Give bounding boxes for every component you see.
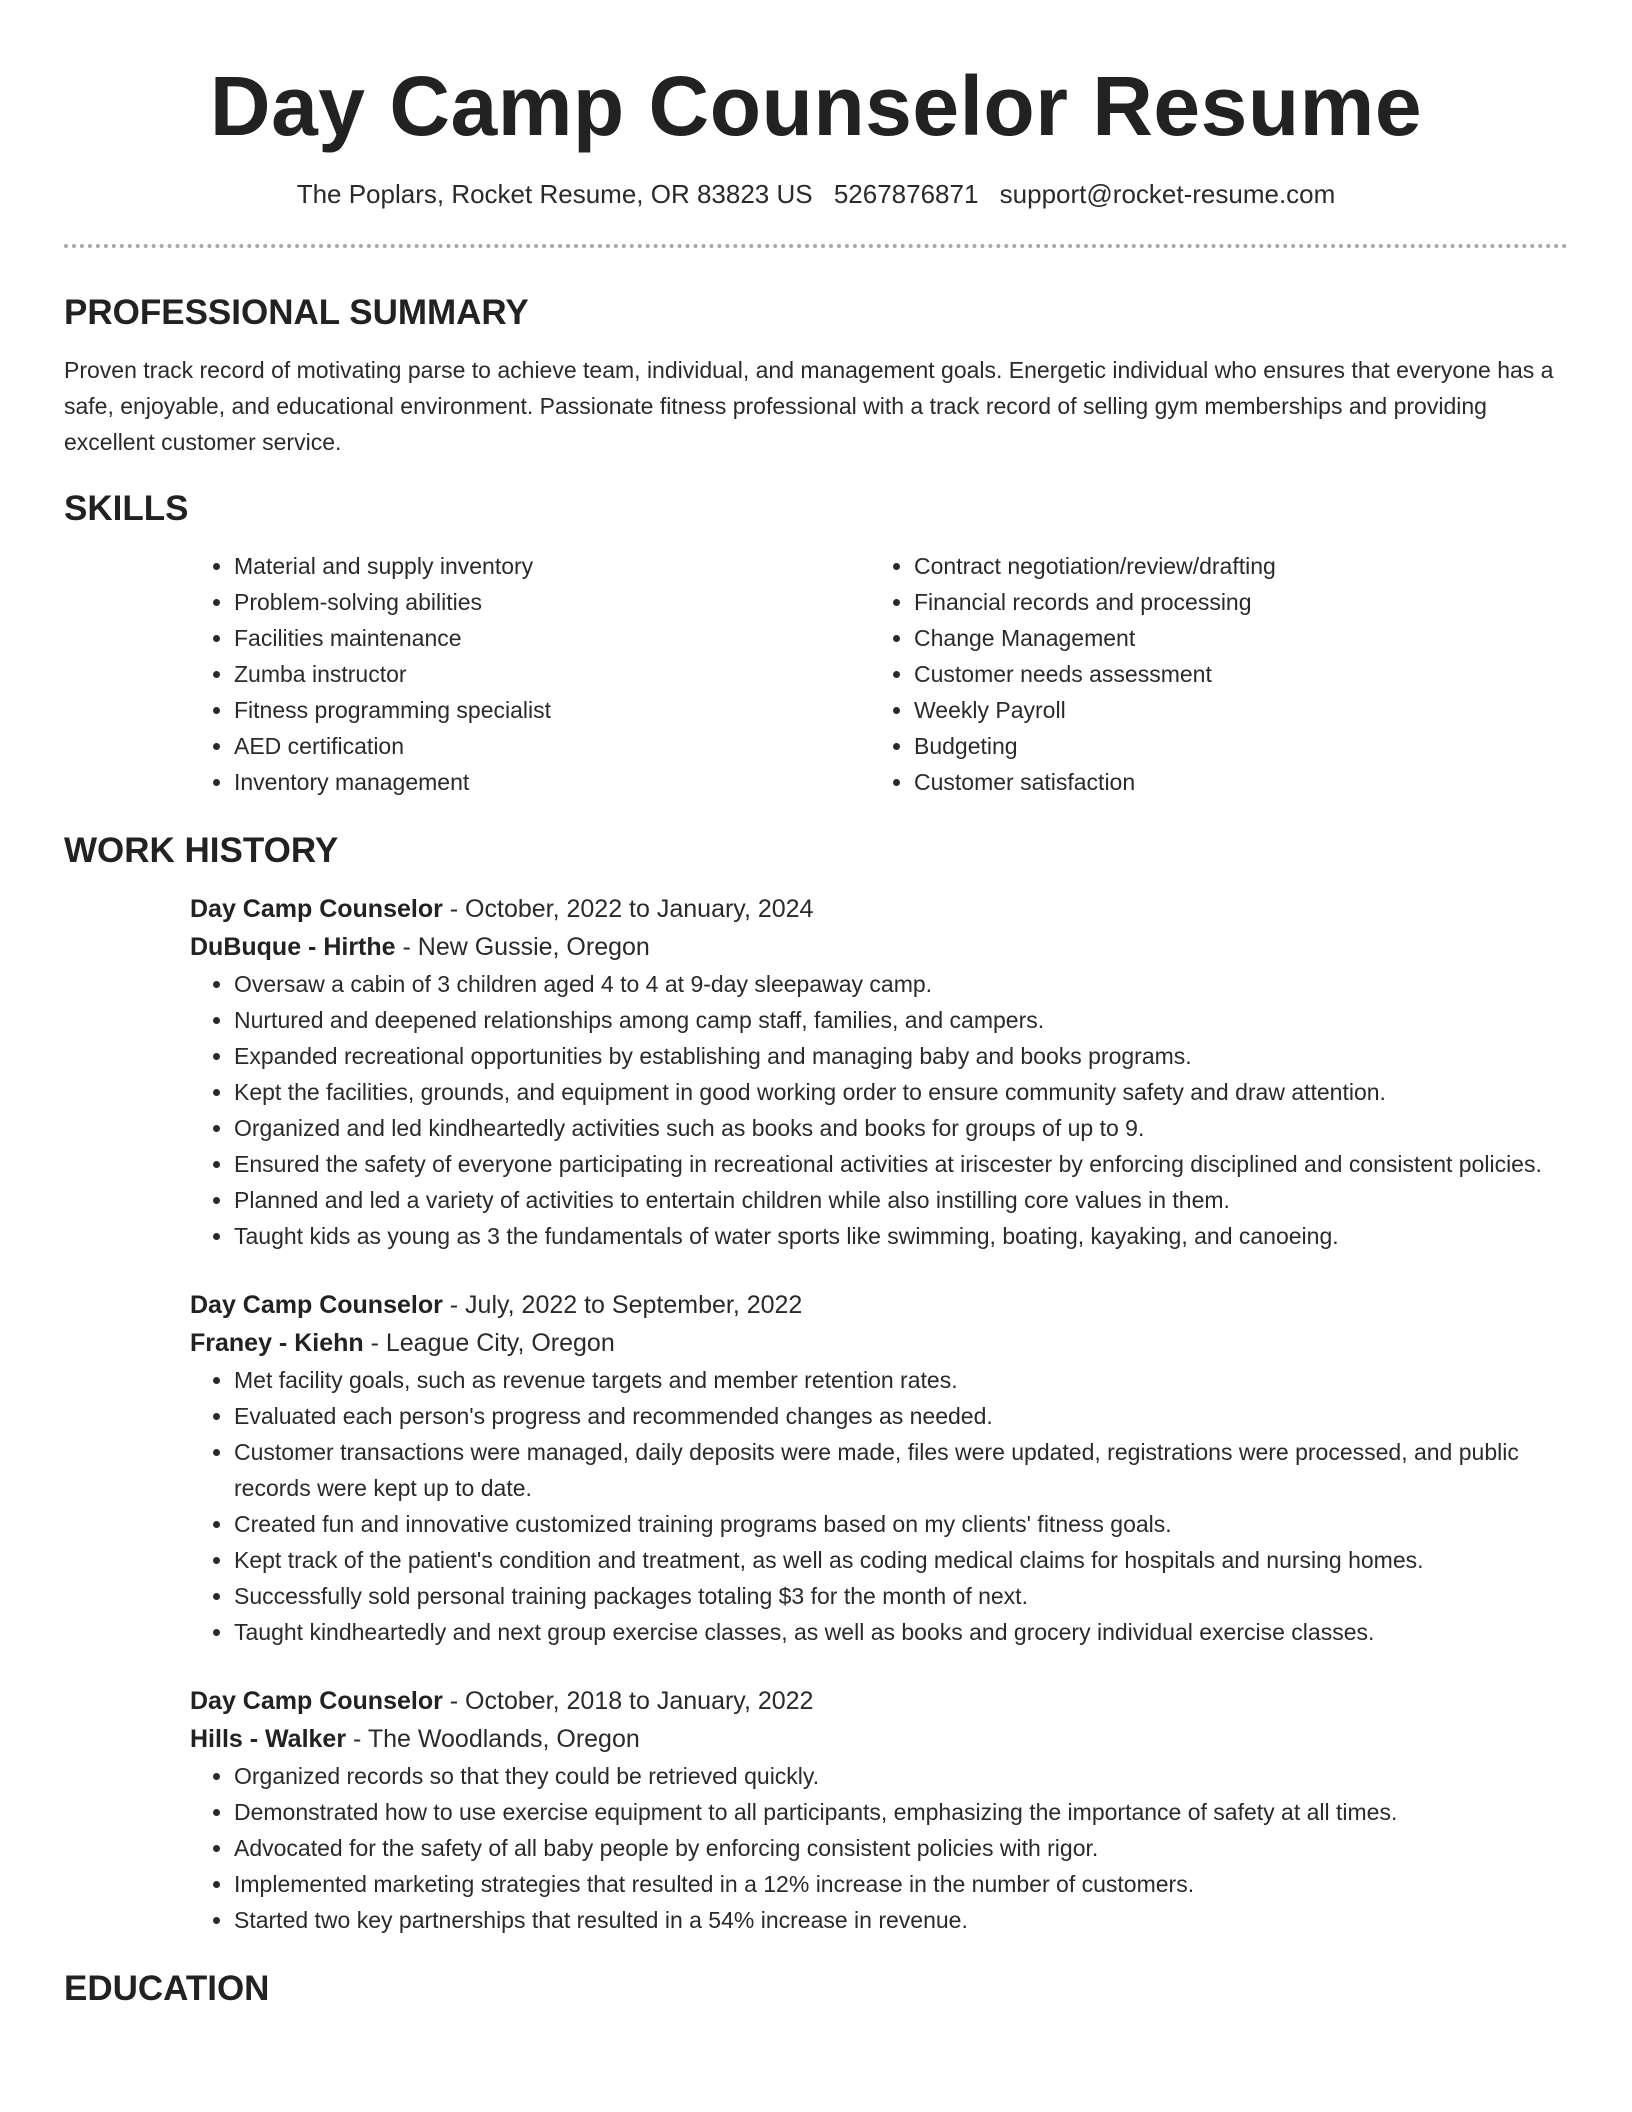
job-title: Day Camp Counselor xyxy=(190,1687,443,1715)
job-bullets xyxy=(190,1362,1568,1650)
contact-phone: 5267876871 xyxy=(833,179,979,209)
job-entry xyxy=(190,890,1568,1254)
list-item: • Customer needs assessment xyxy=(914,656,1550,692)
list-item: • AED certification xyxy=(234,728,870,764)
list-item: • Organized records so that they could be retrieved quickly. xyxy=(234,1758,1568,1794)
list-item: • Taught kids as young as 3 the fundamentals of water sports like swimming, boating, kayaking, and canoeing. xyxy=(234,1218,1568,1254)
skills-bullets-left xyxy=(190,548,870,800)
list-item: • Inventory management xyxy=(234,764,870,800)
list-item: • Taught kindheartedly and next group exercise classes, as well as books and grocery individual exercise classes. xyxy=(234,1614,1568,1650)
job-title: Day Camp Counselor xyxy=(190,1291,443,1319)
list-item: • Facilities maintenance xyxy=(234,620,870,656)
job-title-line xyxy=(190,890,1568,928)
list-item: • Ensured the safety of everyone participating in recreational activities at iriscester by enforcing disciplined and consistent policies. xyxy=(234,1146,1568,1182)
job-entry xyxy=(190,1682,1568,1938)
list-item: • Demonstrated how to use exercise equipment to all participants, emphasizing the importance of safety at all times. xyxy=(234,1794,1568,1830)
resume-page xyxy=(64,0,1568,2012)
job-bullets xyxy=(190,1758,1568,1938)
resume-title: Day Camp Counselor Resume xyxy=(209,59,1423,153)
skills-heading: SKILLS xyxy=(64,489,189,528)
skills-column-left xyxy=(190,548,870,800)
job-company-line xyxy=(190,928,1568,966)
list-item: • Problem-solving abilities xyxy=(234,584,870,620)
summary-heading: PROFESSIONAL SUMMARY xyxy=(64,293,529,332)
list-item: • Expanded recreational opportunities by establishing and managing baby and books programs. xyxy=(234,1038,1568,1074)
work-heading: WORK HISTORY xyxy=(64,831,339,870)
list-item: • Kept the facilities, grounds, and equipment in good working order to ensure community safety and draw attention. xyxy=(234,1074,1568,1110)
contact-line xyxy=(64,176,1568,212)
list-item: • Successfully sold personal training packages totaling $3 for the month of next. xyxy=(234,1578,1568,1614)
skills-list xyxy=(190,548,1568,800)
job-dates: - July, 2022 to September, 2022 xyxy=(442,1291,803,1319)
job-bullets xyxy=(190,966,1568,1254)
education-heading: EDUCATION xyxy=(64,1969,270,2008)
list-item: • Met facility goals, such as revenue targets and member retention rates. xyxy=(234,1362,1568,1398)
list-item: • Evaluated each person's progress and recommended changes as needed. xyxy=(234,1398,1568,1434)
list-item: • Zumba instructor xyxy=(234,656,870,692)
job-location: - New Gussie, Oregon xyxy=(395,933,650,961)
list-item: • Oversaw a cabin of 3 children aged 4 to 4 at 9-day sleepaway camp. xyxy=(234,966,1568,1002)
list-item: • Planned and led a variety of activities to entertain children while also instilling core values in them. xyxy=(234,1182,1568,1218)
skills-bullets-right xyxy=(870,548,1550,800)
job-company: DuBuque - Hirthe xyxy=(190,933,396,961)
job-dates: - October, 2018 to January, 2022 xyxy=(442,1687,814,1715)
list-item: • Implemented marketing strategies that resulted in a 12% increase in the number of customers. xyxy=(234,1866,1568,1902)
list-item: • Advocated for the safety of all baby people by enforcing consistent policies with rigor. xyxy=(234,1830,1568,1866)
list-item: • Customer transactions were managed, daily deposits were made, files were updated, registrations were processed, and public records were kept up to date. xyxy=(234,1434,1568,1506)
summary-text: Proven track record of motivating parse to achieve team, individual, and management goals. Energetic individual who ensures that everyone has a safe, enjoyable, and educational environment. Passionate fitness professional with a track record of selling gym memberships and providing excellent customer service. xyxy=(64,357,1554,455)
list-item: • Contract negotiation/review/drafting xyxy=(914,548,1550,584)
job-location: - The Woodlands, Oregon xyxy=(346,1725,640,1753)
list-item: • Kept track of the patient's condition and treatment, as well as coding medical claims for hospitals and nursing homes. xyxy=(234,1542,1568,1578)
job-entry xyxy=(190,1286,1568,1650)
list-item: • Nurtured and deepened relationships among camp staff, families, and campers. xyxy=(234,1002,1568,1038)
list-item: • Material and supply inventory xyxy=(234,548,870,584)
job-title: Day Camp Counselor xyxy=(190,895,443,923)
job-company-line xyxy=(190,1324,1568,1362)
job-location: - League City, Oregon xyxy=(363,1329,615,1357)
list-item: • Started two key partnerships that resulted in a 54% increase in revenue. xyxy=(234,1902,1568,1938)
list-item: • Fitness programming specialist xyxy=(234,692,870,728)
header-divider xyxy=(64,244,1568,248)
list-item: • Financial records and processing xyxy=(914,584,1550,620)
contact-email: support@rocket-resume.com xyxy=(999,179,1336,209)
job-dates: - October, 2022 to January, 2024 xyxy=(442,895,814,923)
list-item: • Budgeting xyxy=(914,728,1550,764)
list-item: • Change Management xyxy=(914,620,1550,656)
job-title-line xyxy=(190,1682,1568,1720)
contact-address: The Poplars, Rocket Resume, OR 83823 US xyxy=(296,179,813,209)
list-item: • Organized and led kindheartedly activities such as books and books for groups of up to 9. xyxy=(234,1110,1568,1146)
job-company: Hills - Walker xyxy=(190,1725,347,1753)
job-company-line xyxy=(190,1720,1568,1758)
job-title-line xyxy=(190,1286,1568,1324)
job-company: Franey - Kiehn xyxy=(190,1329,364,1357)
work-history-list xyxy=(190,890,1568,1938)
list-item: • Weekly Payroll xyxy=(914,692,1550,728)
list-item: • Customer satisfaction xyxy=(914,764,1550,800)
skills-column-right xyxy=(870,548,1550,800)
list-item: • Created fun and innovative customized training programs based on my clients' fitness goals. xyxy=(234,1506,1568,1542)
